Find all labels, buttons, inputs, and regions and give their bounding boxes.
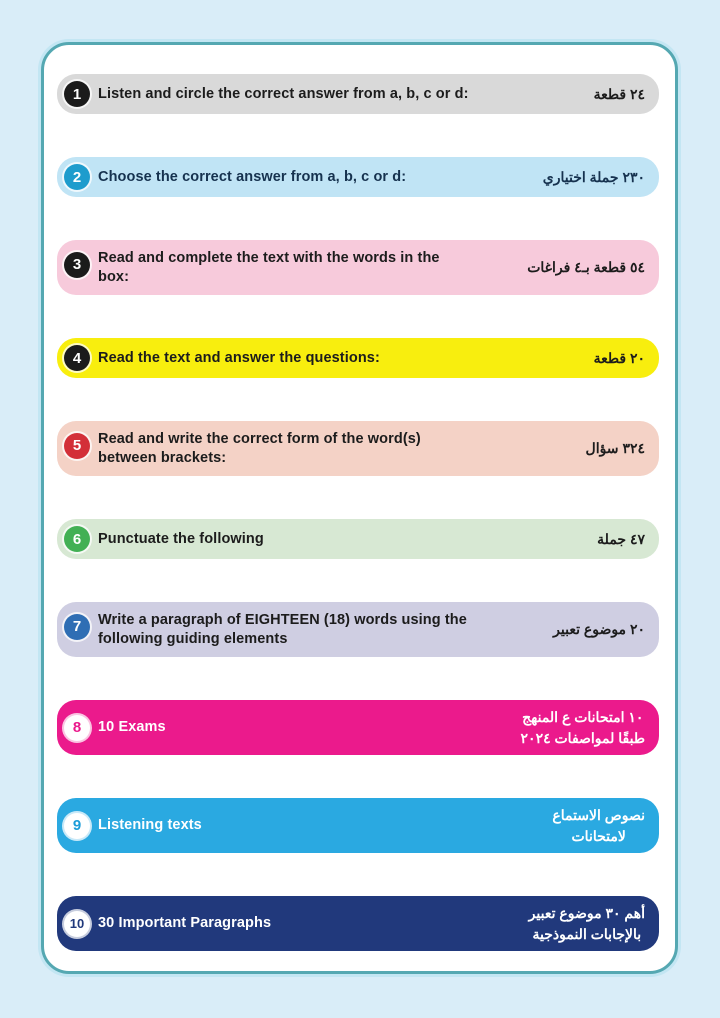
list-item [57, 421, 659, 476]
list-item [57, 240, 659, 295]
item-arabic-text: نصوص الاستماع لامتحانات [552, 806, 645, 844]
items-list [44, 45, 675, 971]
item-lead [64, 430, 421, 468]
item-lead [64, 345, 380, 371]
list-item [57, 602, 659, 657]
list-item [57, 74, 659, 114]
item-number-badge: 10 [64, 911, 90, 937]
item-arabic-text: ٤٧ جملة [597, 530, 645, 547]
item-lead [64, 81, 469, 107]
list-item [57, 798, 659, 853]
item-arabic-text: ١٠ امتحانات ع المنهج طبقًا لمواصفات ٢٠٢٤ [520, 708, 645, 746]
list-item [57, 157, 659, 197]
item-english-text: 30 Important Paragraphs [98, 915, 272, 931]
item-number-badge: 3 [64, 252, 90, 278]
item-lead [64, 715, 166, 741]
item-english-text: Read and write the correct form of the word(s) between brackets: [98, 430, 421, 466]
list-item [57, 519, 659, 559]
item-english-text: Write a paragraph of EIGHTEEN (18) words using the following guiding elements [98, 611, 467, 647]
item-arabic-text: ٢٠ موضوع تعبير [553, 621, 645, 637]
item-arabic-text: ٥٤ قطعة بـ٤ فراغات [527, 259, 645, 275]
item-lead [64, 526, 264, 552]
item-english-text: Read the text and answer the questions: [98, 349, 380, 366]
item-number-badge: 5 [64, 433, 90, 459]
item-lead [64, 249, 440, 287]
item-english-text: Listen and circle the correct answer from a, b, c or d: [98, 85, 469, 102]
item-arabic-text: ٢٤ قطعة [593, 85, 645, 102]
item-number-badge: 2 [64, 164, 90, 190]
list-item [57, 896, 659, 951]
item-arabic-text: ٢٠ قطعة [593, 349, 645, 366]
list-item [57, 338, 659, 378]
item-english-text: Choose the correct answer from a, b, c or d: [98, 168, 407, 185]
item-number-badge: 8 [64, 715, 90, 741]
exam-guide-card [41, 42, 678, 974]
item-english-text: Listening texts [98, 817, 202, 833]
item-number-badge: 1 [64, 81, 90, 107]
item-english-text: Read and complete the text with the words in the box: [98, 249, 440, 285]
list-item [57, 700, 659, 755]
item-number-badge: 9 [64, 813, 90, 839]
item-english-text: 10 Exams [98, 719, 166, 735]
item-number-badge: 4 [64, 345, 90, 371]
item-lead [64, 911, 271, 937]
item-arabic-text: ٣٢٤ سؤال [585, 440, 645, 456]
item-number-badge: 7 [64, 614, 90, 640]
item-lead [64, 611, 467, 649]
item-arabic-text: ٢٣٠ جملة اختياري [542, 168, 645, 185]
item-number-badge: 6 [64, 526, 90, 552]
item-lead [64, 164, 406, 190]
item-lead [64, 813, 202, 839]
item-english-text: Punctuate the following [98, 530, 264, 547]
item-arabic-text: أهم ٣٠ موضوع تعبير بالإجابات النموذجية [528, 904, 645, 942]
